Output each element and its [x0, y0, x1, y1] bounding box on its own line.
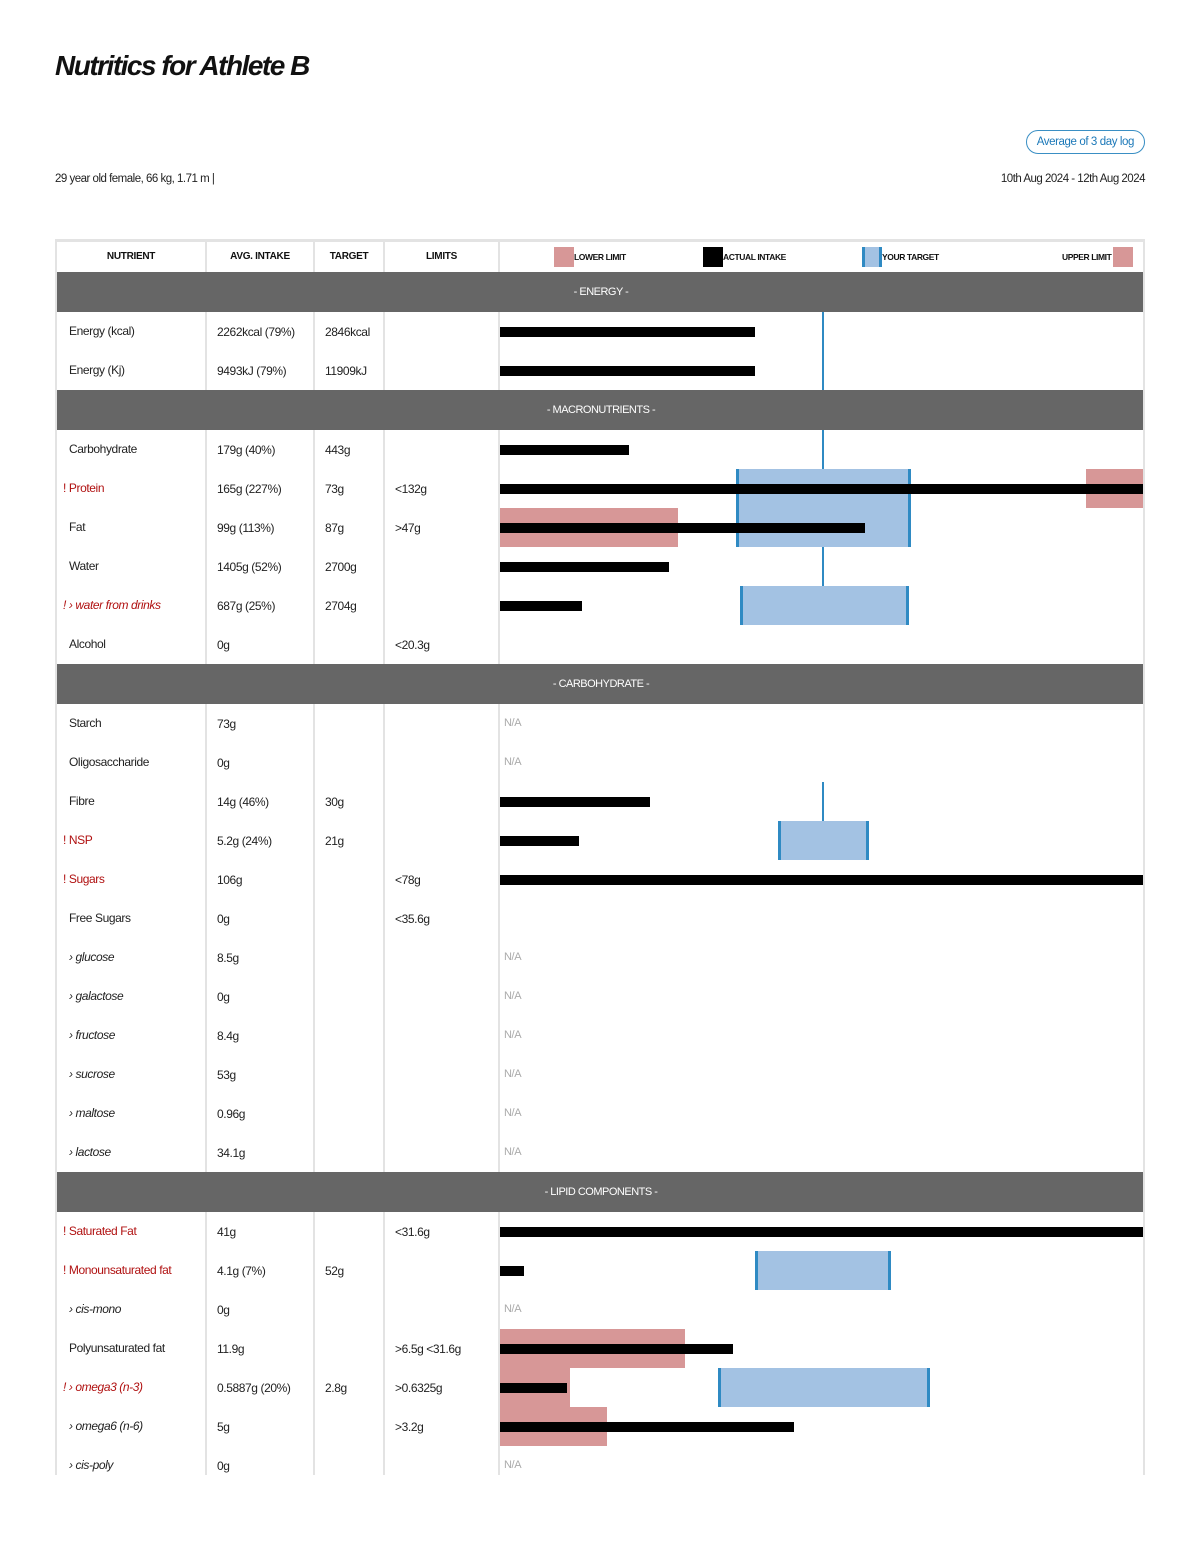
avg-intake-value: 106g	[217, 872, 243, 887]
section-header: - MACRONUTRIENTS -	[57, 390, 1145, 430]
target-range-bar	[778, 821, 870, 860]
legend-lower-limit-label: LOWER LIMIT	[574, 252, 626, 262]
target-line	[822, 351, 824, 390]
nutrient-name: Fibre	[69, 793, 95, 808]
target-line	[822, 782, 824, 821]
actual-intake-bar	[500, 1266, 524, 1276]
target-value: 2.8g	[325, 1380, 347, 1395]
limits-value: >47g	[395, 520, 421, 535]
nutrient-name: ! Saturated Fat	[63, 1223, 137, 1238]
limits-value: <78g	[395, 872, 421, 887]
target-value: 21g	[325, 833, 344, 848]
actual-intake-bar	[500, 327, 755, 337]
avg-intake-value: 8.5g	[217, 950, 239, 965]
avg-intake-value: 0.5887g (20%)	[217, 1380, 291, 1395]
nutrient-name: › lactose	[69, 1144, 111, 1159]
section-header: - CARBOHYDRATE -	[57, 664, 1145, 704]
target-value: 87g	[325, 520, 344, 535]
actual-intake-bar	[500, 1383, 567, 1393]
limits-value: <31.6g	[395, 1224, 430, 1239]
header-target: TARGET	[329, 251, 369, 262]
actual-intake-bar	[500, 445, 629, 455]
avg-intake-value: 14g (46%)	[217, 794, 269, 809]
actual-intake-bar	[500, 875, 1145, 885]
avg-intake-value: 687g (25%)	[217, 598, 276, 613]
nutrient-name: Energy (kcal)	[69, 323, 135, 338]
header-nutrient: NUTRIENT	[106, 251, 156, 262]
avg-intake-value: 5g	[217, 1419, 230, 1434]
avg-intake-value: 53g	[217, 1067, 236, 1082]
nutrient-name: › sucrose	[69, 1066, 115, 1081]
limits-value: >3.2g	[395, 1419, 424, 1434]
target-range-bar	[755, 1251, 892, 1290]
limits-value: <20.3g	[395, 637, 430, 652]
target-value: 2704g	[325, 598, 357, 613]
not-available-label: N/A	[504, 1145, 522, 1158]
nutrient-name: › cis-mono	[69, 1301, 122, 1316]
avg-intake-value: 0g	[217, 755, 230, 770]
avg-intake-value: 165g (227%)	[217, 481, 282, 496]
period-selector[interactable]: Average of 3 day log	[1026, 130, 1145, 154]
avg-intake-value: 11.9g	[217, 1341, 245, 1356]
limits-value: <35.6g	[395, 911, 430, 926]
target-range-bar	[740, 586, 909, 625]
actual-intake-bar	[500, 1344, 733, 1354]
nutrient-name: Oligosaccharide	[69, 754, 150, 769]
nutrient-name: › galactose	[69, 988, 124, 1003]
avg-intake-value: 0g	[217, 1302, 230, 1317]
target-line	[822, 312, 824, 351]
section-header: - LIPID COMPONENTS -	[57, 1172, 1145, 1212]
header-limits: LIMITS	[426, 251, 457, 262]
actual-intake-bar	[500, 484, 1145, 494]
actual-intake-bar	[500, 797, 650, 807]
avg-intake-value: 0g	[217, 911, 230, 926]
not-available-label: N/A	[504, 1458, 522, 1471]
actual-intake-bar	[500, 836, 579, 846]
target-value: 30g	[325, 794, 344, 809]
actual-intake-bar	[500, 562, 669, 572]
actual-intake-bar	[500, 1227, 1145, 1237]
not-available-label: N/A	[504, 716, 522, 729]
target-value: 52g	[325, 1263, 344, 1278]
target-range-bar	[718, 1368, 931, 1407]
target-value: 73g	[325, 481, 344, 496]
nutrient-name: › cis-poly	[69, 1457, 114, 1472]
avg-intake-value: 0.96g	[217, 1106, 246, 1121]
not-available-label: N/A	[504, 989, 522, 1002]
legend-your-target-label: YOUR TARGET	[882, 252, 939, 262]
not-available-label: N/A	[504, 755, 522, 768]
nutrient-name: ! › water from drinks	[63, 597, 161, 612]
header-avg-intake: AVG. INTAKE	[230, 251, 290, 262]
target-value: 11909kJ	[325, 363, 367, 378]
avg-intake-value: 41g	[217, 1224, 236, 1239]
target-line	[822, 430, 824, 469]
nutrient-name: ! Protein	[63, 480, 105, 495]
legend-your-target	[862, 247, 939, 267]
avg-intake-value: 0g	[217, 989, 230, 1004]
actual-intake-bar	[500, 1422, 794, 1432]
not-available-label: N/A	[504, 1302, 522, 1315]
nutrient-name: ! Monounsaturated fat	[63, 1262, 172, 1277]
avg-intake-value: 73g	[217, 716, 236, 731]
not-available-label: N/A	[504, 1106, 522, 1119]
target-value: 443g	[325, 442, 351, 457]
actual-intake-bar	[500, 523, 865, 533]
legend-actual-intake-label: ACTUAL INTAKE	[723, 252, 786, 262]
nutrient-table	[55, 239, 1145, 1475]
not-available-label: N/A	[504, 950, 522, 963]
nutrient-name: Water	[69, 558, 99, 573]
your-target-swatch	[862, 247, 882, 267]
nutrient-name: Energy (Kj)	[69, 362, 125, 377]
nutrient-name: › maltose	[69, 1105, 115, 1120]
nutrient-name: Fat	[69, 519, 86, 534]
avg-intake-value: 8.4g	[217, 1028, 239, 1043]
limits-value: <132g	[395, 481, 427, 496]
avg-intake-value: 9493kJ (79%)	[217, 363, 287, 378]
nutrient-name: Free Sugars	[69, 910, 131, 925]
upper-limit-swatch	[1113, 247, 1133, 267]
target-value: 2846kcal	[325, 324, 370, 339]
avg-intake-value: 2262kcal (79%)	[217, 324, 295, 339]
nutrient-name: Starch	[69, 715, 102, 730]
subject-info: 29 year old female, 66 kg, 1.71 m |	[55, 173, 215, 185]
lower-limit-swatch	[554, 247, 574, 267]
nutrient-name: Carbohydrate	[69, 441, 137, 456]
target-line	[822, 547, 824, 586]
avg-intake-value: 34.1g	[217, 1145, 246, 1160]
nutrient-name: › fructose	[69, 1027, 116, 1042]
legend-actual-intake	[703, 247, 786, 267]
avg-intake-value: 5.2g (24%)	[217, 833, 272, 848]
not-available-label: N/A	[504, 1067, 522, 1080]
avg-intake-value: 0g	[217, 1458, 230, 1473]
limits-value: >6.5g <31.6g	[395, 1341, 461, 1356]
nutrient-name: › glucose	[69, 949, 115, 964]
date-range: 10th Aug 2024 - 12th Aug 2024	[1000, 173, 1145, 185]
nutrient-name: ! › omega3 (n-3)	[63, 1379, 143, 1394]
not-available-label: N/A	[504, 1028, 522, 1041]
nutrient-name: › omega6 (n-6)	[69, 1418, 143, 1433]
legend-lower-limit	[554, 247, 626, 267]
actual-intake-bar	[500, 601, 582, 611]
target-value: 2700g	[325, 559, 357, 574]
section-header: - ENERGY -	[57, 272, 1145, 312]
avg-intake-value: 99g (113%)	[217, 520, 275, 535]
avg-intake-value: 4.1g (7%)	[217, 1263, 266, 1278]
nutrient-name: ! NSP	[63, 832, 93, 847]
limits-value: >0.6325g	[395, 1380, 443, 1395]
actual-intake-bar	[500, 366, 755, 376]
chart-legend	[500, 242, 1143, 272]
actual-intake-swatch	[703, 247, 723, 267]
nutrient-name: Alcohol	[69, 636, 106, 651]
avg-intake-value: 0g	[217, 637, 230, 652]
nutrient-name: ! Sugars	[63, 871, 105, 886]
avg-intake-value: 179g (40%)	[217, 442, 276, 457]
legend-upper-limit-label: UPPER LIMIT	[1062, 252, 1112, 262]
avg-intake-value: 1405g (52%)	[217, 559, 282, 574]
report-title: Nutritics for Athlete B	[55, 50, 309, 81]
legend-upper-limit	[1062, 247, 1133, 267]
nutrient-name: Polyunsaturated fat	[69, 1340, 165, 1355]
